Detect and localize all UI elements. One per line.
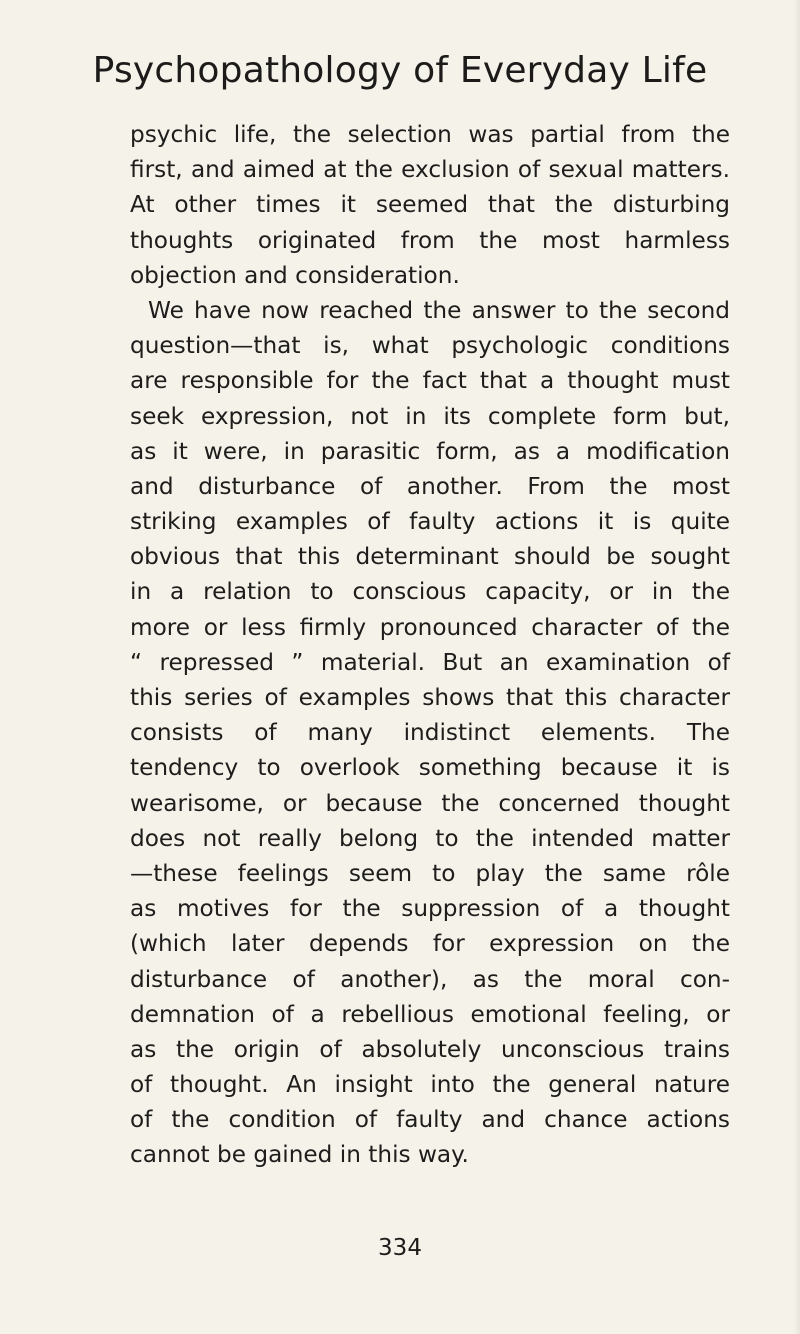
text-line: —these feelings seem to play the same rôle <box>130 859 730 887</box>
text-line: objection and consideration. <box>130 261 460 289</box>
page-edge-shadow <box>794 0 800 1334</box>
text-line: first, and aimed at the exclusion of sexual matters. <box>130 156 730 184</box>
text-line: (which later depends for expression on the <box>130 930 730 958</box>
text-line: more or less firmly pronounced character of the <box>130 613 730 641</box>
text-line: as motives for the suppression of a thought <box>130 895 730 923</box>
text-line: as it were, in parasitic form, as a modification <box>130 437 730 465</box>
text-line: striking examples of faulty actions it is quite <box>130 508 730 536</box>
text-line: seek expression, not in its complete form but, <box>130 402 730 430</box>
text-line: as the origin of absolutely unconscious trains <box>130 1035 730 1063</box>
text-line: tendency to overlook something because it is <box>130 754 730 782</box>
text-line: consists of many indistinct elements. The <box>130 719 730 747</box>
text-line: of the condition of faulty and chance actions <box>130 1106 730 1134</box>
text-line: of thought. An insight into the general nature <box>130 1071 730 1099</box>
text-line: cannot be gained in this way. <box>130 1141 469 1169</box>
page-number: 334 <box>378 1235 422 1261</box>
text-line: demnation of a rebellious emotional feeling, or <box>130 1000 730 1028</box>
text-line: obvious that this determinant should be sought <box>130 543 730 571</box>
text-line: and disturbance of another. From the most <box>130 472 730 500</box>
running-head: Psychopathology of Everyday Life <box>92 50 708 91</box>
text-line: disturbance of another), as the moral con- <box>130 965 730 993</box>
text-line: psychic life, the selection was partial from the <box>130 121 730 148</box>
text-line: in a relation to conscious capacity, or in the <box>130 578 730 606</box>
text-line: this series of examples shows that this character <box>130 684 730 711</box>
text-line: wearisome, or because the concerned thought <box>130 789 730 817</box>
text-line: does not really belong to the intended matter <box>130 824 730 852</box>
text-line: are responsible for the fact that a thought must <box>130 367 730 395</box>
paragraph-start-line: We have now reached the answer to the second <box>148 296 730 324</box>
text-line: question—that is, what psychologic conditions <box>130 332 730 360</box>
text-line: thoughts originated from the most harmless <box>130 226 730 254</box>
text-line: “ repressed ” material. But an examination of <box>130 648 730 676</box>
text-line: At other times it seemed that the disturbing <box>130 191 730 219</box>
body-text <box>130 117 730 1173</box>
